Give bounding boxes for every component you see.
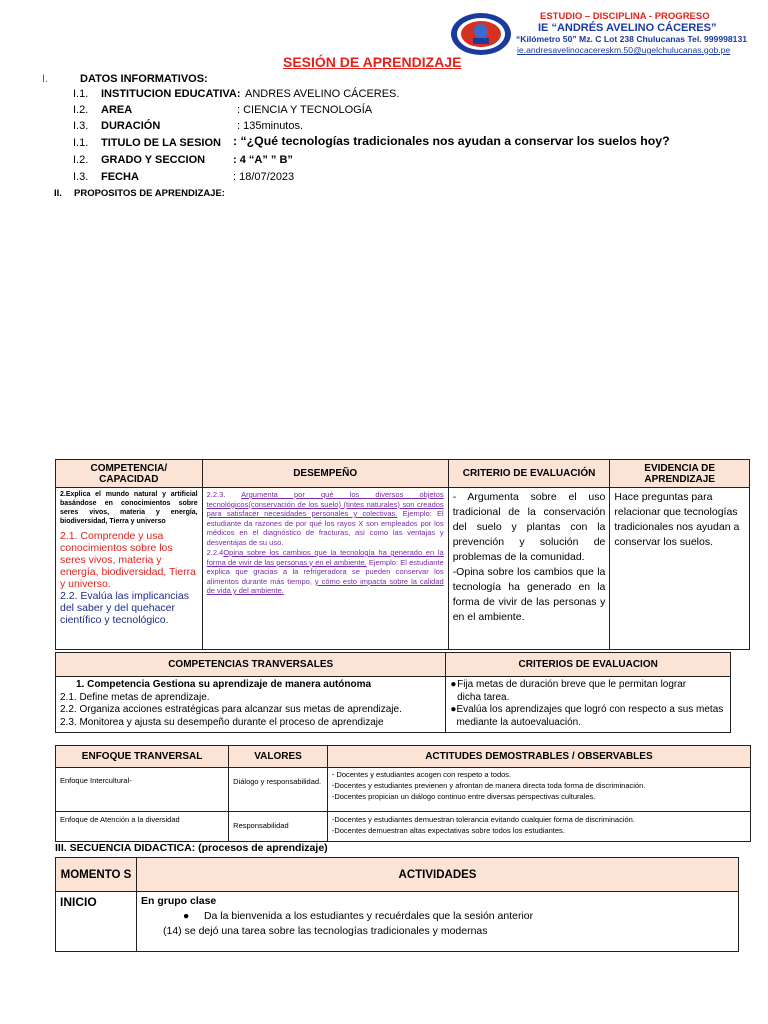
desempeno-2 [207, 548, 444, 596]
header-criterio: CRITERIO DE EVALUACIÓN [448, 460, 610, 488]
desempeno-1-b: Ejemplo: El estudiante da razones de por qué los rayos X son empleados por los médicos en el diagnóstico de fracturas, así como las ventajas y desventajas de su uso. [206, 509, 444, 547]
section1-label: DATOS INFORMATIVOS: [80, 73, 208, 85]
transv-item: 1. Competencia Gestiona su aprendizaje de manera autónoma [76, 679, 372, 690]
row-key: GRADO Y SECCION [101, 154, 206, 166]
criterio-item [450, 704, 726, 729]
row-num: I.1. [73, 137, 89, 149]
bullet-icon: ● [183, 910, 190, 922]
competencia-table [55, 459, 750, 650]
header-competencia: COMPETENCIA/ CAPACIDAD [56, 460, 203, 488]
school-email[interactable]: ie.andresavelinocacereskm.50@ugelchulucanas.gob.pe [517, 45, 731, 55]
header-actividades: ACTIVIDADES [137, 858, 739, 892]
actitud-item: -Docentes demuestran altas expectativas sobre todos los estudiantes. [331, 826, 565, 835]
actitud-item: -Docentes propician un diálogo continuo entre diversas perspectivas culturales. [331, 792, 596, 801]
cell-competencias-items [56, 677, 446, 733]
header-actitudes: ACTITUDES DEMOSTRABLES / OBSERVABLES [327, 746, 750, 768]
transv-item: 2.2. Organiza acciones estratégicas para alcanzar sus metas de aprendizaje. [60, 704, 402, 715]
transversal-table [55, 652, 731, 733]
grupo-label: En grupo clase [141, 895, 217, 907]
transv-item: 2.3. Monitorea y ajusta su desempeño durante el proceso de aprendizaje [60, 716, 384, 728]
evidencia-text: Hace preguntas para relacionar que tecnologías tradicionales nos ayudan a conservar los suelos. [614, 491, 740, 548]
cell-desempeno [202, 488, 448, 650]
desempeno-2-b: Ejemplo: El estudiante explica que gracias a la refrigeradora se pueden conservar los alimentos durante más tiempo, [206, 557, 444, 586]
row-value: : 135minutos. [237, 120, 304, 132]
row-num: I.3. [73, 120, 89, 132]
row-value: : 4 “A” ” B” [233, 154, 293, 166]
desempeno-2-num: 2.2.4 [206, 548, 224, 557]
school-address: “Kilómetro 50” Mz. C Lot 238 Chulucanas Tel. 999998131 [516, 34, 747, 44]
criterio-1: - Argumenta sobre el uso tradicional de la conservación del suelo y plantas con la prevención y solución de problemas de la comunidad. [452, 491, 606, 563]
line-two: (14) se dejó una tarea sobre las tecnologías tradicionales y modernas [163, 925, 488, 937]
desempeno-2-a: Opina sobre los cambios que la tecnología ha generado en la forma de vivir de las personas y en el ambiente. [206, 548, 444, 567]
enfoque-table [55, 745, 751, 842]
header-competencias-transversales: COMPETENCIAS TRANVERSALES [56, 653, 446, 677]
header-criterios-evaluacion: CRITERIOS DE EVALUACION [446, 653, 731, 677]
competencia-text: 2.Explica el mundo natural y artificial basándose en conocimientos sobre seres vivos, materia y energía, biodiversidad, Tierra y universo [60, 491, 198, 525]
criterio-text: Fija metas de duración breve que le permitan lograr dicha tarea. [457, 679, 687, 703]
school-logo [450, 12, 512, 56]
actitud-item: - Docentes y estudiantes acogen con respeto a todos. [331, 770, 512, 779]
bullet-icon: ● [450, 679, 457, 690]
desempeno-1-num: 2.2.3. [206, 490, 226, 499]
criterio-2: -Opina sobre los cambios que la tecnología ha generado en la forma de vivir de las personas y en el ambiente. [452, 566, 606, 623]
actitudes-cell [327, 768, 750, 812]
row-key: TITULO DE LA SESION [101, 137, 221, 149]
bullet-icon: ● [450, 704, 457, 715]
row-key: AREA [101, 104, 133, 116]
actitud-item: -Docentes y estudiantes demuestran tolerancia evitando cualquier forma de discriminación. [331, 815, 635, 824]
header-enfoque: ENFOQUE TRANVERSAL [56, 746, 229, 768]
section2-number: II. [54, 188, 62, 199]
row-value: ANDRES AVELINO CÁCERES. [245, 88, 400, 100]
row-key: FECHA [101, 171, 139, 183]
section2-label: PROPOSITOS DE APRENDIZAJE: [74, 188, 225, 199]
header-desempeno: DESEMPEÑO [202, 460, 448, 488]
row-num: I.2. [73, 154, 89, 166]
row-value: : 18/07/2023 [233, 171, 295, 183]
row-value: : “¿Qué tecnologías tradicionales nos ayudan a conservar los suelos hoy? [233, 134, 670, 148]
bullet-text: Da la bienvenida a los estudiantes y recuérdales que la sesión anterior [203, 910, 534, 922]
valores-cell: Responsabilidad [229, 812, 328, 842]
cell-competencia [56, 488, 203, 650]
enfoque-cell: Enfoque Intercultural- [56, 768, 229, 812]
header-momentos: MOMENTO S [56, 858, 137, 892]
cell-criterios-items [446, 677, 731, 733]
capacidad-1: 2.1. Comprende y usa conocimientos sobre los seres vivos, materia y energía, biodiversidad, Tierra y universo. [60, 530, 196, 590]
actividades-cell [137, 892, 739, 952]
header-evidencia: EVIDENCIA DE APRENDIZAJE [610, 460, 750, 488]
row-value: : CIENCIA Y TECNOLOGÍA [237, 104, 373, 116]
section3-label: III. SECUENCIA DIDACTICA: (procesos de aprendizaje) [55, 842, 328, 854]
actitudes-cell [327, 812, 750, 842]
momento-inicio: INICIO [56, 892, 137, 952]
enfoque-cell: Enfoque de Atención a la diversidad [56, 812, 229, 842]
bullet-item [141, 909, 734, 924]
desempeno-2-c: y cómo esto impacta sobre la calidad de vida y del ambiente. [206, 576, 444, 595]
page-title: SESIÓN DE APRENDIZAJE [283, 54, 462, 70]
school-name: IE “ANDRÉS AVELINO CÁCERES” [538, 22, 717, 34]
actitud-item: -Docentes y estudiantes previenen y afrontan de manera directa toda forma de discriminación. [331, 781, 646, 790]
row-num: I.3. [73, 171, 89, 183]
header-valores: VALORES [229, 746, 328, 768]
cell-evidencia [610, 488, 750, 650]
capacidad-2: 2.2. Evalúa las implicancias del saber y del quehacer científico y tecnológico. [60, 590, 189, 626]
valores-cell: Diálogo y responsabilidad. [229, 768, 328, 812]
desempeno-1-a: Argumenta por qué los diversos objetos tecnológicos(conservación de los suelo) (tintes naturales) son creados para satisfacer necesidades personales y colectivas. [206, 490, 444, 518]
row-key: INSTITUCION EDUCATIVA: [101, 88, 241, 100]
criterio-text: Evalúa los aprendizajes que logró con respecto a sus metas mediante la autoevaluación. [456, 704, 724, 728]
desempeno-1 [207, 490, 444, 547]
school-motto: ESTUDIO – DISCIPLINA - PROGRESO [540, 11, 710, 22]
transv-item: 2.1. Define metas de aprendizaje. [60, 691, 210, 703]
criterio-item [450, 679, 726, 704]
row-num: I.2. [73, 104, 89, 116]
row-num: I.1. [73, 88, 89, 100]
cell-criterio [448, 488, 610, 650]
secuencia-table [55, 857, 739, 952]
row-key: DURACIÓN [101, 120, 161, 132]
section1-number: I. [42, 73, 49, 85]
